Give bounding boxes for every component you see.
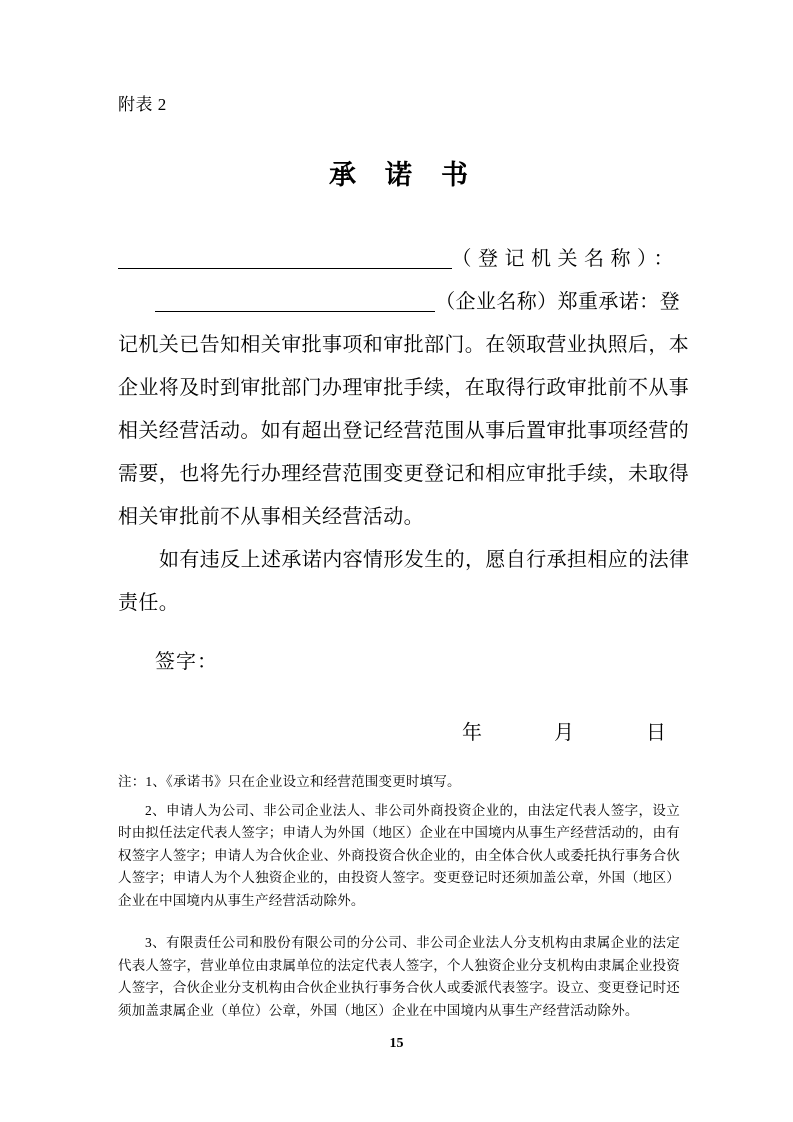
body-line: （企业名称）郑重承诺：登 [435, 291, 680, 313]
signature-label: 签字： [155, 651, 218, 673]
document-body [118, 238, 690, 625]
body-line: 记机关已告知相关审批事项和审批部门。在领取营业执照后，本 [118, 334, 690, 356]
date-day-label: 日 [646, 722, 666, 744]
body-line: 责任。 [118, 592, 180, 614]
date-month-label: 月 [554, 722, 574, 744]
date-line [118, 712, 680, 755]
enterprise-name-line [118, 281, 680, 324]
page-number: 15 [389, 1036, 404, 1051]
registration-authority-label: （登记机关名称）： [451, 248, 680, 270]
enterprise-name-blank [155, 281, 435, 312]
body-line: 需要，也将先行办理经营范围变更登记和相应审批手续，未取得 [118, 463, 690, 485]
note-1: 注：1、《承诺书》只在企业设立和经营范围变更时填写。 [118, 774, 461, 789]
date-year-label: 年 [462, 722, 482, 744]
body-line: 相关审批前不从事相关经营活动。 [118, 506, 424, 528]
registration-authority-blank [118, 238, 452, 269]
note-2: 2、申请人为公司、非公司企业法人、非公司外商投资企业的，由法定代表人签字，设立时由拟任法定代表人签字；申请人为外国（地区）企业在中国境内从事生产经营活动的，由有权签字人签字；申请人为合伙企业、外商投资合伙企业的，由全体合伙人或委托执行事务合伙人签字；申请人为个人独资企业的，由投资人签字。变更登记时还须加盖公章，外国（地区）企业在中国境内从事生产经营活动除外。 [118, 802, 680, 908]
notes-section [118, 771, 680, 1022]
body-line: 相关经营活动。如有超出登记经营范围从事后置审批事项经营的 [118, 420, 690, 442]
note-3: 3、有限责任公司和股份有限公司的分公司、非公司企业法人分支机构由隶属企业的法定代表人签字，营业单位由隶属单位的法定代表人签字，个人独资企业分支机构由隶属企业投资人签字，合伙企业分支机构由合伙企业执行事务合伙人或委派代表签字。设立、变更登记时还须加盖隶属企业（单位）公章，外国（地区）企业在中国境内从事生产经营活动除外。 [118, 935, 680, 1018]
body-line: 企业将及时到审批部门办理审批手续，在取得行政审批前不从事 [118, 377, 690, 399]
appendix-label: 附表 2 [118, 95, 167, 114]
body-line: 如有违反上述承诺内容情形发生的，愿自行承担相应的法律 [159, 549, 690, 571]
registration-authority-line [118, 238, 680, 281]
document-title: 承 诺 书 [329, 160, 469, 190]
